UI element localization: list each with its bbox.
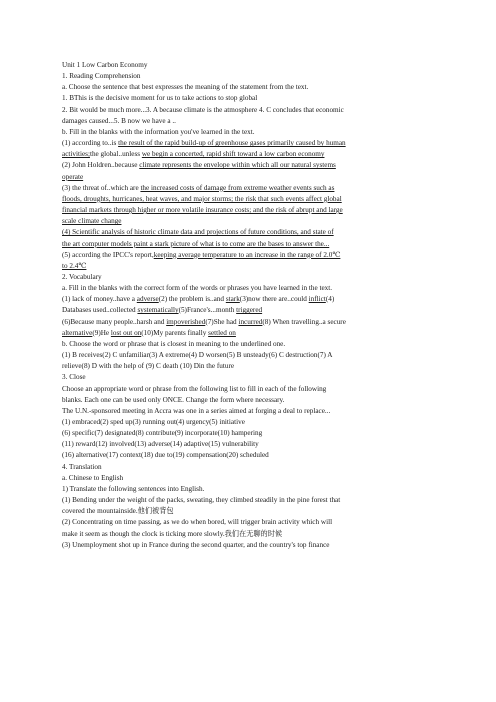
- text-run: a. Choose the sentence that best expresses the meaning of the statement from the text.: [62, 83, 309, 92]
- text-line: [62, 517, 434, 528]
- text-run: make it seem as though the clock is ticking more slowly.我们在无聊的时候: [62, 529, 283, 538]
- text-line: [62, 328, 434, 339]
- underlined-answer: systematically: [137, 306, 179, 315]
- text-run: damages caused...5. B now we have a ..: [62, 116, 176, 125]
- text-line: [62, 93, 434, 104]
- text-run: (3)now there are..could: [239, 295, 309, 304]
- text-line: [62, 428, 434, 439]
- text-line: [62, 417, 434, 428]
- text-run: blanks. Each one can be used only ONCE. Change the form where necessary.: [62, 395, 285, 404]
- text-line: [62, 105, 434, 116]
- text-run: covered the mountainside.他们被背包: [62, 507, 174, 516]
- text-line: [62, 261, 434, 272]
- underlined-answer: impoverished: [166, 317, 206, 326]
- text-run: (11) reward(12) involved(13) adverse(14) adaptive(15) vulnerability: [62, 440, 259, 449]
- text-line: [62, 272, 434, 283]
- underlined-answer: triggered: [236, 306, 263, 315]
- text-run: (2) Concentrating on time passing, as we do when bored, will trigger brain activity which will: [62, 518, 333, 527]
- underlined-answer: activities;: [62, 150, 90, 159]
- text-line: [62, 294, 434, 305]
- text-run: 3. Close: [62, 373, 86, 382]
- text-line: [62, 194, 434, 205]
- underlined-answer: stark: [225, 295, 240, 304]
- underlined-answer: adverse: [136, 295, 159, 304]
- text-line: [62, 183, 434, 194]
- text-run: (10)My parents finally: [141, 328, 209, 337]
- text-run: The U.N.-sponsored meeting in Accra was one in a series aimed at forging a deal to replace...: [62, 406, 331, 415]
- underlined-answer: keeping average temperature to an increase in the range of 2.0℃: [153, 250, 341, 259]
- text-line: [62, 216, 434, 227]
- text-line: [62, 160, 434, 171]
- text-line: [62, 540, 434, 551]
- text-run: (7)She had: [205, 317, 239, 326]
- underlined-answer: climate represents the envelope within which all our natural systems: [139, 161, 336, 170]
- text-run: (8) When travelling..a secure: [262, 317, 346, 326]
- text-line: [62, 172, 434, 183]
- text-run: relieve(8) D with the help of (9) C death (10) Din the future: [62, 362, 235, 371]
- text-line: [62, 239, 434, 250]
- underlined-answer: lost out on: [110, 328, 142, 337]
- text-line: [62, 462, 434, 473]
- underlined-answer: alternative: [62, 328, 93, 337]
- text-line: [62, 283, 434, 294]
- text-line: [62, 484, 434, 495]
- text-run: (3) the threat of..which are: [62, 183, 141, 192]
- text-run: (16) alternative(17) context(18) due to(19) compensation(20) scheduled: [62, 451, 269, 460]
- text-run: (2) the problem is..and: [158, 295, 226, 304]
- text-run: (5) according the IPCC's report,: [62, 250, 154, 259]
- text-line: [62, 205, 434, 216]
- text-run: (5)France's...month: [178, 306, 237, 315]
- text-run: (1) lack of money..have a: [62, 295, 137, 304]
- text-run: b. Fill in the blanks with the information you've learned in the text.: [62, 127, 255, 136]
- text-run: 4. Translation: [62, 462, 102, 471]
- text-line: [62, 82, 434, 93]
- document-title: Unit 1 Low Carbon Economy: [62, 61, 148, 69]
- underlined-answer: financial markets through higher or more volatile insurance costs; and the risk of abrupt and large: [62, 206, 343, 215]
- text-line: [62, 149, 434, 160]
- text-run: 1. Reading Comprehension: [62, 72, 141, 81]
- document-body: [62, 71, 434, 551]
- text-run: a. Fill in the blanks with the correct form of the words or phrases you have learned in the text.: [62, 284, 333, 293]
- text-line: [62, 138, 434, 149]
- underlined-answer: settled on: [208, 328, 236, 337]
- text-run: 2. Vocabulary: [62, 272, 102, 281]
- underlined-answer: operate: [62, 172, 84, 181]
- text-line: [62, 529, 434, 540]
- text-run: (1) B receives(2) C unfamiliar(3) A extreme(4) D worsen(5) B unsteady(6) C destruction(7) A: [62, 351, 333, 360]
- underlined-answer: scale climate change: [62, 217, 122, 226]
- underlined-answer: to 2.4℃: [62, 261, 87, 270]
- underlined-answer: the art computer models paint a stark picture of what is to come are the bases to answer the...: [62, 239, 330, 248]
- underlined-answer: inflict: [308, 295, 326, 304]
- text-line: [62, 506, 434, 517]
- underlined-answer: we begin a concerted, rapid shift toward a low carbon economy: [141, 150, 325, 159]
- text-line: [62, 350, 434, 361]
- text-run: (6)Because many people..harsh and: [62, 317, 167, 326]
- underlined-answer: the increased costs of damage from extreme weather events such as: [140, 183, 335, 192]
- text-line: [62, 317, 434, 328]
- text-line: [62, 439, 434, 450]
- text-line: [62, 372, 434, 383]
- document-page: [62, 60, 434, 551]
- text-run: 1. BThis is the decisive moment for us to take actions to stop global: [62, 94, 258, 103]
- text-run: (9)He: [92, 328, 111, 337]
- text-run: 1) Translate the following sentences into English.: [62, 484, 205, 493]
- underlined-answer: (4) Scientific analysis of historic climate data and projections of future conditions, and state of: [62, 228, 334, 237]
- text-run: (6) specific(7) designated(8) contribute(9) incorporate(10) hampering: [62, 429, 263, 438]
- text-line: [62, 406, 434, 417]
- text-line: [62, 384, 434, 395]
- text-run: Choose an appropriate word or phrase from the following list to fill in each of the following: [62, 384, 327, 393]
- text-line: [62, 227, 434, 238]
- text-run: (1) Bending under the weight of the packs, sweating, they climbed steadily in the pine forest that: [62, 496, 341, 505]
- text-run: (1) embraced(2) sped up(3) running out(4) urgency(5) initiative: [62, 418, 245, 426]
- text-run: b. Choose the word or phrase that is closest in meaning to the underlined one.: [62, 339, 286, 348]
- underlined-answer: the result of the rapid build-up of greenhouse gases primarily caused by human: [118, 139, 346, 148]
- text-line: [62, 473, 434, 484]
- text-run: 2. Bit would be much more...3. A because climate is the atmosphere 4. C concludes that economic: [62, 105, 344, 114]
- text-line: [62, 305, 434, 316]
- text-run: (4): [325, 295, 335, 304]
- underlined-answer: incurred: [238, 317, 263, 326]
- text-run: (2) John Holdren..because: [62, 161, 140, 170]
- text-line: [62, 116, 434, 127]
- text-run: a. Chinese to English: [62, 473, 124, 482]
- text-line: [62, 361, 434, 372]
- text-run: the global..unless: [89, 150, 142, 159]
- text-line: [62, 127, 434, 138]
- text-line: [62, 450, 434, 461]
- text-line: [62, 395, 434, 406]
- text-run: (1) according to..is: [62, 139, 119, 148]
- text-line: [62, 71, 434, 82]
- text-run: Databases used..collected: [62, 306, 138, 315]
- underlined-answer: floods, droughts, hurricanes, heat waves, and major storms; the risk that such events affect global: [62, 194, 342, 203]
- text-line: [62, 495, 434, 506]
- text-run: (3) Unemployment shot up in France during the second quarter, and the country's top finance: [62, 540, 330, 549]
- text-line: [62, 339, 434, 350]
- text-line: [62, 250, 434, 261]
